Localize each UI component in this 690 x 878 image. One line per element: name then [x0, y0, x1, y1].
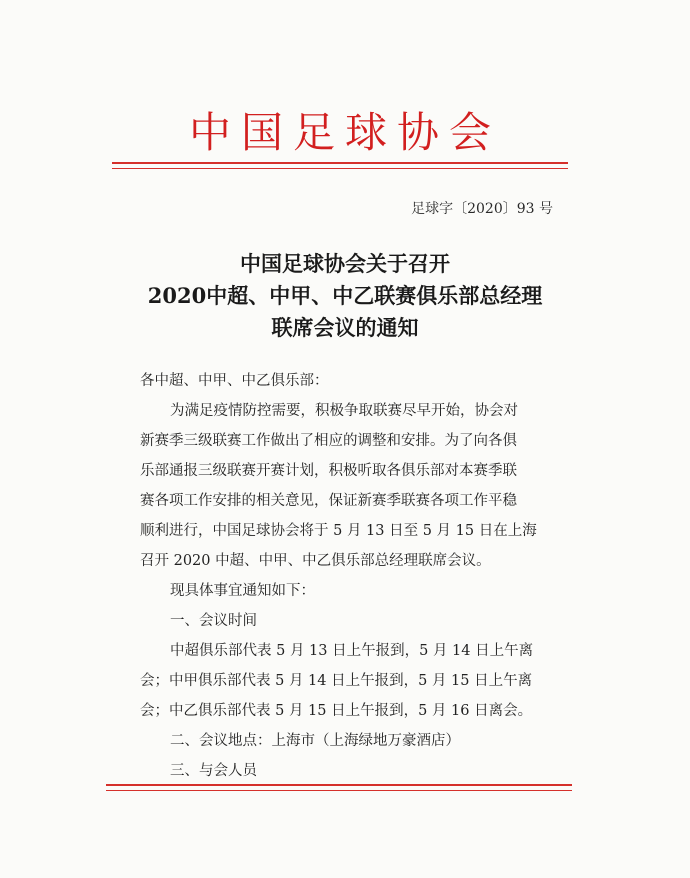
footer-red-rule — [106, 784, 572, 791]
notice-title-line-1: 中国足球协会关于召开 — [240, 251, 450, 276]
salutation: 各中超、中甲、中乙俱乐部： — [140, 373, 329, 389]
body-line: 会；中甲俱乐部代表 5 月 14 日上午报到，5 月 15 日上午离 — [140, 673, 533, 689]
body-line: 会；中乙俱乐部代表 5 月 15 日上午报到，5 月 16 日离会。 — [140, 703, 533, 719]
body-line: 乐部通报三级联赛开赛计划，积极听取各俱乐部对本赛季联 — [140, 463, 517, 479]
body-line: 召开 2020 中超、中甲、中乙俱乐部总经理联席会议。 — [140, 553, 491, 569]
section-heading: 二、会议地点：上海市（上海绿地万豪酒店） — [170, 733, 460, 749]
body-line: 顺利进行，中国足球协会将于 5 月 13 日至 5 月 15 日在上海 — [140, 523, 537, 539]
notice-title-line-3: 联席会议的通知 — [271, 315, 419, 340]
notice-title-line-2: 2020中超、中甲、中乙联赛俱乐部总经理 — [147, 283, 543, 308]
notice-body — [140, 366, 560, 786]
body-line: 中超俱乐部代表 5 月 13 日上午报到，5 月 14 日上午离 — [170, 643, 534, 659]
body-line: 现具体事宜通知如下： — [170, 583, 315, 599]
body-line: 为满足疫情防控需要，积极争取联赛尽早开始，协会对 — [170, 403, 518, 419]
section-heading: 三、与会人员 — [170, 763, 257, 779]
notice-title — [0, 248, 690, 344]
body-line: 新赛季三级联赛工作做出了相应的调整和安排。为了向各俱 — [140, 433, 517, 449]
body-line: 赛各项工作安排的相关意见，保证新赛季联赛各项工作平稳 — [140, 493, 517, 509]
letterhead-red-rule — [112, 162, 568, 169]
org-letterhead-title: 中国足球协会 — [188, 108, 501, 157]
section-heading: 一、会议时间 — [170, 613, 257, 629]
document-number: 足球字〔2020〕93 号 — [411, 201, 553, 217]
